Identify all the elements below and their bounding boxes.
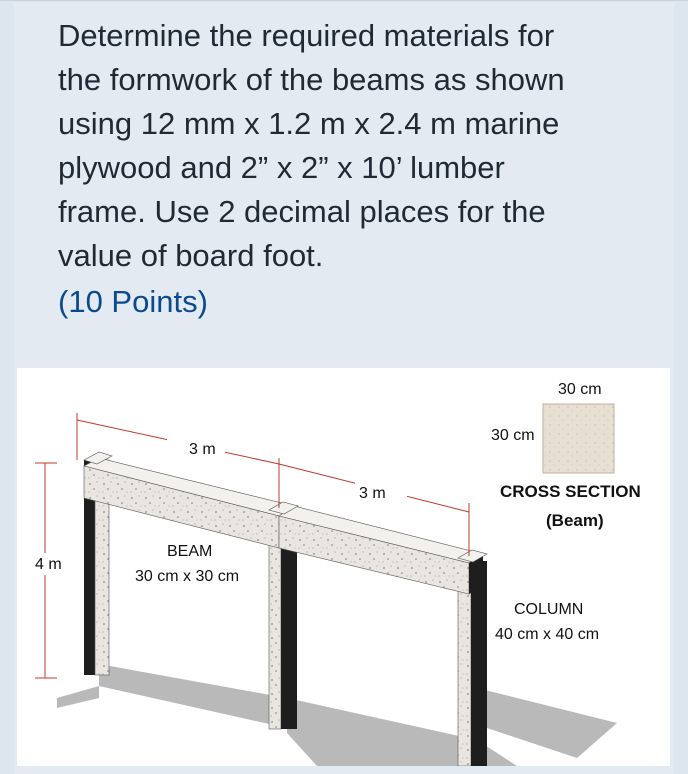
- question-line: the formwork of the beams as shown: [58, 62, 565, 97]
- ground-shadow: [57, 664, 617, 766]
- top-border: [0, 0, 688, 1]
- question-line: Determine the required materials for: [58, 18, 555, 53]
- span1-label: 3 m: [189, 441, 216, 458]
- section-width-label: 30 cm: [558, 381, 602, 398]
- beam-size: 30 cm x 30 cm: [135, 568, 240, 585]
- beam-1: [84, 458, 294, 548]
- column-title: COLUMN: [514, 601, 584, 618]
- question-line: using 12 mm x 1.2 m x 2.4 m marine: [58, 106, 560, 141]
- cross-section-square: [543, 404, 614, 473]
- beam-diagram: [17, 368, 670, 766]
- beam-title: BEAM: [167, 543, 213, 560]
- question-line: frame. Use 2 decimal places for the: [58, 194, 546, 229]
- points-label: (10 Points): [58, 284, 208, 319]
- section-subtitle: (Beam): [546, 511, 604, 530]
- section-title: CROSS SECTION: [500, 482, 641, 501]
- height-label: 4 m: [35, 556, 62, 573]
- beam-figure: [17, 368, 670, 766]
- question-line: plywood and 2” x 2” x 10’ lumber: [58, 150, 505, 185]
- beam-2: [279, 506, 483, 594]
- question-line: value of board foot.: [58, 238, 324, 273]
- span2-label: 3 m: [359, 485, 386, 502]
- column-size: 40 cm x 40 cm: [495, 626, 600, 643]
- question-text: [58, 14, 658, 278]
- section-height-label: 30 cm: [491, 427, 535, 444]
